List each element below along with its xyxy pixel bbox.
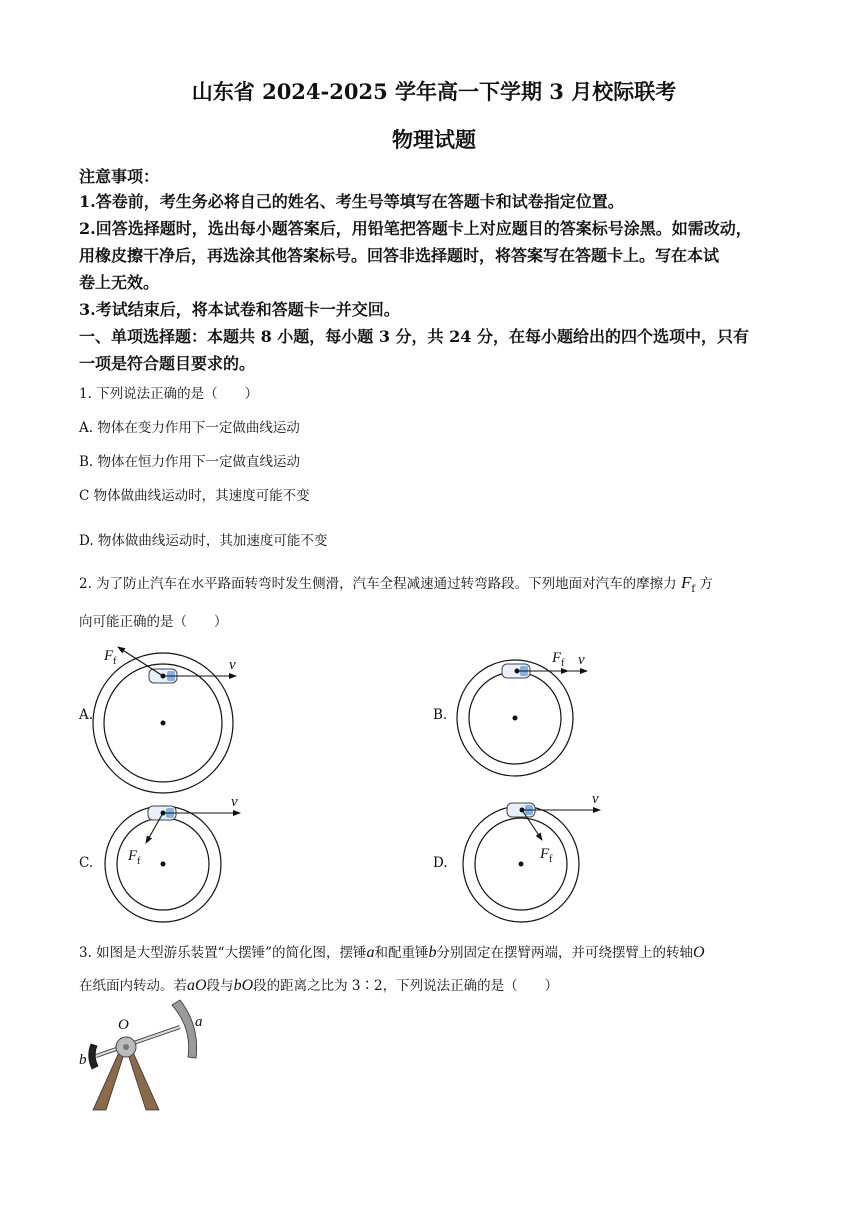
support-leg-left [93, 1050, 124, 1110]
section-1-line-2: 一项是符合题目要求的。 [79, 354, 256, 373]
center-dot-a [161, 721, 166, 726]
q2-stem-prefix: 2. 为了防止汽车在水平路面转弯时发生侧滑，汽车全程减速通过转弯路段。下列地面对汽车的摩擦力 [79, 576, 677, 592]
label-friction-d-f: F [540, 846, 550, 862]
center-dot-b [513, 716, 518, 721]
center-dot-d [519, 862, 524, 867]
label-friction-d [540, 846, 553, 863]
q3-var-o: O [692, 944, 705, 961]
q2-stem-line-2: 向可能正确的是（ ） [79, 614, 228, 630]
section-1-line-1: 一、单项选择题：本题共 8 小题，每小题 3 分，共 24 分，在每小题给出的四个选项中，只有 [79, 327, 749, 346]
q3-text-2c: 段的距离之比为 3∶2，下列说法正确的是（ ） [253, 978, 559, 994]
support-leg-right [128, 1050, 159, 1110]
q3-stem-line-2 [79, 974, 558, 995]
q2-force-symbol: F [680, 573, 692, 592]
label-friction-c-f: F [128, 848, 138, 864]
q3-fig-label-o: O [118, 1017, 129, 1033]
diagram-a [93, 647, 236, 793]
q1-option-a: A. 物体在变力作用下一定做曲线运动 [79, 420, 300, 436]
q3-fig-label-b: b [79, 1052, 87, 1068]
diagram-b [457, 660, 587, 776]
label-friction-c-sub: f [137, 856, 141, 867]
q3-var-a: a [366, 944, 375, 961]
q1-stem: 1. 下列说法正确的是（ ） [79, 386, 259, 402]
q3-fig-label-a: a [195, 1014, 203, 1030]
q3-text-1a: 3. 如图是大型游乐装置“大摆锤”的简化图，摆锤 [79, 945, 367, 961]
q2-force-sub: f [691, 584, 696, 595]
label-friction-c [128, 848, 141, 865]
label-friction-a-sub: f [113, 656, 117, 667]
label-friction-a [104, 648, 117, 665]
exam-subtitle: 物理试题 [392, 127, 476, 152]
label-velocity-a: v [229, 657, 236, 673]
diagram-c [105, 806, 240, 922]
q3-text-1b: 和配重锤 [374, 945, 429, 961]
q2-option-b-label: B. [433, 707, 448, 723]
q1-option-c: C 物体做曲线运动时，其速度可能不变 [79, 488, 310, 504]
notes-item-3: 3.考试结束后，将本试卷和答题卡一并交回。 [79, 300, 400, 319]
q1-option-b: B. 物体在恒力作用下一定做直线运动 [79, 454, 301, 470]
q2-option-a-label: A. [79, 707, 94, 723]
notes-item-2-line-3: 卷上无效。 [79, 273, 160, 292]
q1-option-d: D. 物体做曲线运动时，其加速度可能不变 [79, 533, 328, 549]
diagram-d [463, 803, 600, 922]
q3-stem-line-1 [79, 941, 705, 962]
q3-seg-bo: bO [233, 977, 254, 994]
q2-option-d-label: D. [433, 855, 448, 871]
exam-title: 山东省 2024-2025 学年高一下学期 3 月校际联考 [191, 79, 677, 104]
label-velocity-b: v [578, 652, 585, 668]
q3-seg-ao: aO [187, 977, 207, 994]
center-dot-c [161, 862, 166, 867]
notes-item-2-line-2: 用橡皮擦干净后，再选涂其他答案标号。回答非选择题时，将答案写在答题卡上。写在本试 [79, 246, 720, 265]
label-friction-b [552, 650, 565, 667]
friction-arrow-a [118, 647, 163, 676]
label-friction-b-sub: f [561, 658, 565, 669]
q2-stem-suffix: 方 [699, 576, 713, 592]
q3-figure [89, 1000, 197, 1110]
label-friction-b-f: F [552, 650, 562, 666]
q3-var-b: b [428, 944, 437, 961]
notes-heading: 注意事项： [79, 167, 160, 186]
q3-text-2b: 段与 [206, 978, 234, 994]
label-friction-a-f: F [104, 648, 114, 664]
label-friction-d-sub: f [549, 854, 553, 865]
q2-option-c-label: C. [79, 855, 94, 871]
label-velocity-c: v [231, 794, 238, 810]
label-velocity-d: v [592, 791, 599, 807]
notes-item-1: 1.答卷前，考生务必将自己的姓名、考生号等填写在答题卡和试卷指定位置。 [79, 192, 624, 211]
q3-text-2a: 在纸面内转动。若 [79, 978, 187, 994]
notes-item-2-line-1: 2.回答选择题时，选出每小题答案后，用铅笔把答题卡上对应题目的答案标号涂黑。如需改动， [79, 219, 752, 238]
q3-text-1c: 分别固定在摆臂两端，并可绕摆臂上的转轴 [436, 945, 693, 961]
